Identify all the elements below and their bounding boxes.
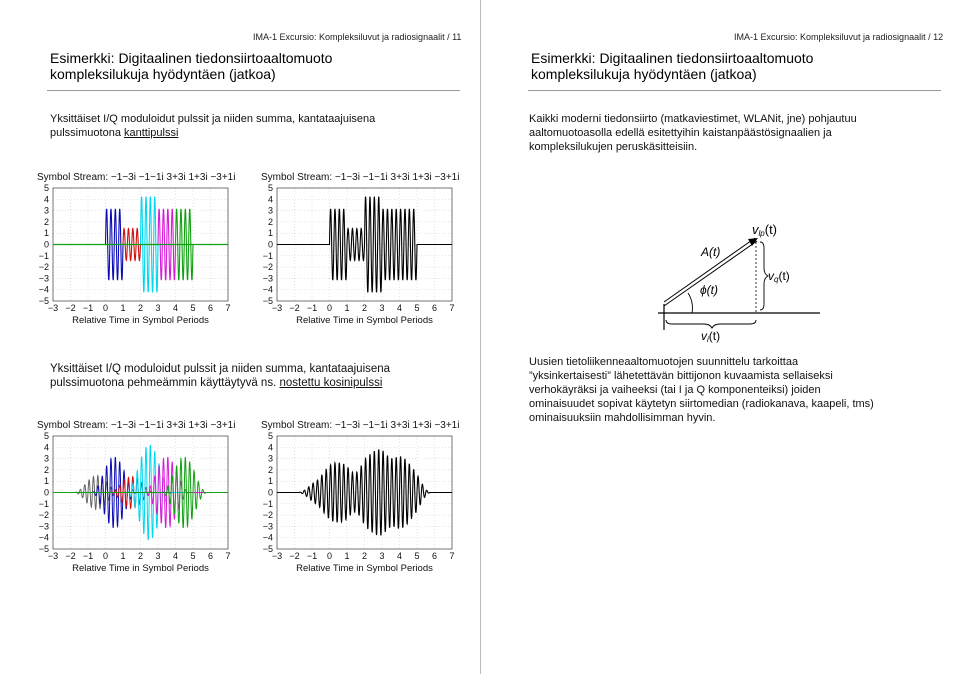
- y-tick-label: 1: [267, 228, 273, 239]
- chart-svg: [28, 170, 236, 326]
- x-tick-label: −3: [47, 551, 59, 561]
- label-vlp-tail: (t): [764, 222, 778, 237]
- y-tick-label: −3: [38, 521, 49, 532]
- x-tick-label: 5: [414, 303, 420, 313]
- slide-title-line2: kompleksilukuja hyödyntäen (jatkoa): [531, 66, 757, 82]
- phasor-svg: [646, 190, 836, 344]
- brace-vq: [760, 242, 768, 310]
- y-tick-label: −2: [38, 510, 49, 521]
- y-tick-label: 3: [267, 205, 273, 216]
- y-tick-label: 2: [43, 216, 49, 227]
- y-tick-label: −3: [262, 521, 273, 532]
- x-tick-label: 7: [225, 551, 231, 561]
- x-tick-label: 3: [155, 551, 161, 561]
- y-tick-label: 3: [267, 453, 273, 464]
- x-tick-label: 7: [225, 303, 231, 313]
- y-tick-label: 2: [267, 464, 273, 475]
- paragraph-line: verhokäyräksi ja vaiheeksi (tai I ja Q komponenteiksi) joiden: [529, 384, 821, 396]
- y-tick-label: −2: [262, 262, 273, 273]
- section-text-line: [50, 376, 390, 390]
- x-tick-label: −1: [306, 551, 318, 561]
- x-tick-label: 1: [344, 551, 350, 561]
- x-tick-label: 5: [190, 551, 196, 561]
- label-phase: ϕ(t): [700, 283, 718, 297]
- section-text-prefix: pulssimuotona: [50, 127, 124, 139]
- label-amplitude: A(t): [701, 245, 721, 259]
- y-tick-label: −1: [262, 250, 273, 261]
- slide-header: IMA-1 Excursio: Kompleksiluvut ja radiosignaalit / 11: [253, 32, 462, 42]
- x-tick-label: −3: [271, 303, 283, 313]
- y-tick-label: 0: [267, 239, 273, 250]
- y-tick-label: 5: [267, 183, 273, 193]
- x-tick-label: 6: [431, 551, 438, 561]
- paragraph-line: aaltomuotoasolla edellä esitettyihin kaistanpäästösignaalien ja: [529, 127, 832, 139]
- paragraph-line: ”yksinkertaisesti” lähetettävän bittijonon kuvaamista sellaiseksi: [529, 370, 833, 382]
- label-vi-sub: i: [707, 335, 709, 344]
- x-tick-label: −2: [289, 303, 300, 313]
- x-tick-label: −1: [306, 303, 318, 313]
- chart-svg: [28, 418, 236, 574]
- x-tick-label: −1: [82, 303, 94, 313]
- label-vq: [768, 269, 790, 284]
- x-tick-label: 4: [396, 303, 403, 313]
- y-tick-label: 3: [43, 205, 49, 216]
- section-text-line: Yksittäiset I/Q moduloidut pulssit ja niiden summa, kantataajuisena: [50, 363, 391, 375]
- y-tick-label: 1: [43, 476, 49, 487]
- x-axis-label: Relative Time in Symbol Periods: [296, 563, 433, 574]
- paragraph-line: Uusien tietoliikenneaaltomuotojen suunnittelu tarkoittaa: [529, 356, 799, 368]
- x-tick-label: 2: [137, 303, 144, 313]
- y-tick-label: 3: [43, 453, 49, 464]
- y-tick-label: 4: [267, 442, 273, 453]
- y-tick-label: −3: [262, 273, 273, 284]
- slide-title: [50, 50, 332, 82]
- section-rect-pulse-text: [50, 112, 375, 140]
- y-tick-label: 4: [267, 194, 273, 205]
- slide-title-line2: kompleksilukuja hyödyntäen (jatkoa): [50, 66, 276, 82]
- x-tick-label: −3: [47, 303, 59, 313]
- x-tick-label: 4: [172, 551, 179, 561]
- y-tick-label: 4: [43, 442, 49, 453]
- y-tick-label: −5: [262, 296, 273, 306]
- x-tick-label: 2: [361, 551, 368, 561]
- x-tick-label: 7: [449, 551, 455, 561]
- y-tick-label: 4: [43, 194, 49, 205]
- chart-svg: [252, 418, 460, 574]
- x-tick-label: 3: [379, 551, 385, 561]
- y-tick-label: −5: [262, 544, 273, 554]
- chart-title: Symbol Stream: −1−3i −1−1i 3+3i 1+3i −3+1i: [37, 172, 236, 183]
- section-text-prefix: pulssimuotona pehmeämmin käyttäytyvä ns.: [50, 377, 280, 389]
- x-tick-label: 0: [326, 551, 333, 561]
- x-tick-label: 2: [361, 303, 368, 313]
- slide-title-line1: Esimerkki: Digitaalinen tiedonsiirtoaaltomuoto: [531, 50, 814, 66]
- x-tick-label: 3: [379, 303, 385, 313]
- x-tick-label: 5: [190, 303, 196, 313]
- x-tick-label: −2: [65, 551, 76, 561]
- x-tick-label: 1: [120, 303, 126, 313]
- y-tick-label: −2: [262, 510, 273, 521]
- y-tick-label: −1: [38, 250, 49, 261]
- x-tick-label: 7: [449, 303, 455, 313]
- y-tick-label: −5: [38, 296, 49, 306]
- y-tick-label: −3: [38, 273, 49, 284]
- label-vlp-sub: lp: [758, 229, 765, 238]
- x-tick-label: 4: [172, 303, 179, 313]
- section-raised-cos-text: [50, 362, 390, 390]
- paragraph-line: kompleksilukujen peruskäsitteisiin.: [529, 141, 698, 153]
- x-axis-label: Relative Time in Symbol Periods: [72, 315, 209, 326]
- paragraph-line: ominaisuuksiin mahdollisimman hyvin.: [529, 412, 716, 424]
- y-tick-label: −4: [38, 284, 49, 295]
- series-sum-line: [277, 197, 452, 293]
- x-tick-label: 6: [207, 303, 214, 313]
- y-tick-label: 0: [43, 487, 49, 498]
- chart-rect-sum: [252, 170, 460, 326]
- paragraph-line: Kaikki moderni tiedonsiirto (matkaviestimet, WLANit, jne) pohjautuu: [529, 113, 857, 125]
- brace-vi: [666, 320, 756, 328]
- title-rule: [47, 90, 460, 91]
- chart-title: Symbol Stream: −1−3i −1−1i 3+3i 1+3i −3+1i: [261, 172, 460, 183]
- y-tick-label: −2: [38, 262, 49, 273]
- slide-title: [531, 50, 813, 82]
- x-tick-label: −1: [82, 551, 94, 561]
- term-link: kanttipulssi: [124, 127, 179, 139]
- chart-rect-individual: [28, 170, 236, 326]
- y-tick-label: −4: [262, 532, 273, 543]
- chart-rc-individual: [28, 418, 236, 574]
- y-tick-label: −1: [38, 498, 49, 509]
- x-tick-label: 0: [102, 303, 109, 313]
- x-tick-label: 2: [137, 551, 144, 561]
- y-tick-label: 0: [43, 239, 49, 250]
- y-tick-label: 2: [267, 216, 273, 227]
- phasor-diagram: [646, 190, 836, 344]
- label-vq-tail: (t): [778, 269, 790, 283]
- x-tick-label: 1: [344, 303, 350, 313]
- y-tick-label: −1: [262, 498, 273, 509]
- design-paragraph: [529, 355, 874, 425]
- x-axis-label: Relative Time in Symbol Periods: [72, 563, 209, 574]
- label-vi-main: v: [701, 329, 707, 343]
- y-tick-label: 5: [267, 431, 273, 441]
- x-tick-label: −2: [289, 551, 300, 561]
- label-vq-sub: q: [774, 275, 779, 284]
- x-tick-label: 3: [155, 303, 161, 313]
- paragraph-line: ominaisuudet sopivat käytetyn siirtomedian (radiokanava, kaapeli, tms): [529, 398, 874, 410]
- x-tick-label: 6: [207, 551, 214, 561]
- y-tick-label: 0: [267, 487, 273, 498]
- slide-header: IMA-1 Excursio: Kompleksiluvut ja radiosignaalit / 12: [734, 32, 944, 42]
- label-vlp: [752, 222, 777, 238]
- chart-rc-sum: [252, 418, 460, 574]
- x-tick-label: −3: [271, 551, 283, 561]
- chart-title: Symbol Stream: −1−3i −1−1i 3+3i 1+3i −3+1i: [37, 420, 236, 431]
- y-tick-label: −4: [38, 532, 49, 543]
- angle-arc: [688, 293, 692, 313]
- series-sum-line: [277, 449, 452, 535]
- term-link: nostettu kosinipulssi: [279, 377, 383, 389]
- chart-svg: [252, 170, 460, 326]
- x-tick-label: −2: [65, 303, 76, 313]
- x-tick-label: 0: [326, 303, 333, 313]
- label-vq-main: v: [768, 269, 774, 283]
- x-axis-label: Relative Time in Symbol Periods: [296, 315, 433, 326]
- chart-title: Symbol Stream: −1−3i −1−1i 3+3i 1+3i −3+1i: [261, 420, 460, 431]
- intro-paragraph: [529, 112, 857, 154]
- y-tick-label: 1: [267, 476, 273, 487]
- x-tick-label: 0: [102, 551, 109, 561]
- y-tick-label: 1: [43, 228, 49, 239]
- label-vlp-main: v: [752, 222, 759, 237]
- y-tick-label: 5: [43, 183, 49, 193]
- y-tick-label: 5: [43, 431, 49, 441]
- y-tick-label: −4: [262, 284, 273, 295]
- label-vi: [701, 329, 720, 344]
- x-tick-label: 4: [396, 551, 403, 561]
- section-text-line: [50, 126, 375, 140]
- label-vi-tail: (t): [708, 329, 721, 343]
- y-tick-label: 2: [43, 464, 49, 475]
- x-tick-label: 1: [120, 551, 126, 561]
- title-rule: [528, 90, 941, 91]
- x-tick-label: 5: [414, 551, 420, 561]
- slide-12: [481, 0, 960, 674]
- section-text-line: Yksittäiset I/Q moduloidut pulssit ja niiden summa, kantataajuisena: [50, 113, 376, 125]
- y-tick-label: −5: [38, 544, 49, 554]
- slide-title-line1: Esimerkki: Digitaalinen tiedonsiirtoaaltomuoto: [50, 50, 333, 66]
- x-tick-label: 6: [431, 303, 438, 313]
